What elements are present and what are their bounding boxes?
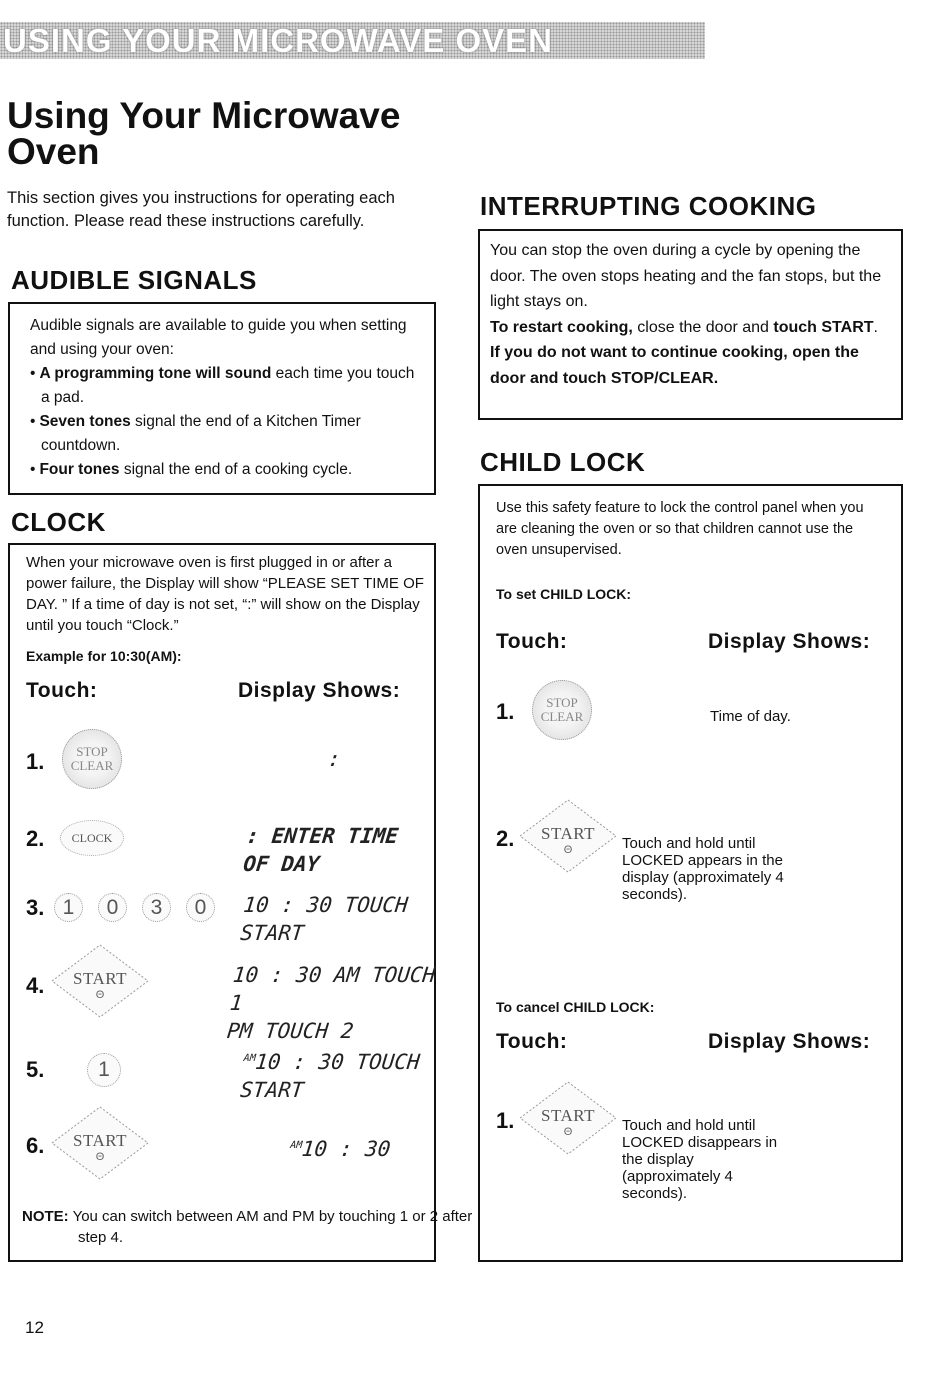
- interrupting-p2: [490, 315, 891, 341]
- clock-step-5-display: [239, 1045, 422, 1104]
- start-pad-label: START: [73, 1131, 127, 1150]
- page-title: Using Your Microwave Oven: [7, 95, 401, 172]
- pad-digit: 1: [98, 1058, 110, 1081]
- clock-text: When your microwave oven is first plugged in or after a power failure, the Display will show “PLEASE SET TIME OF DAY. ” If a time of day is not set, “:” will show on the Display until you touch “Clock.”: [26, 554, 424, 634]
- clock-step-3-number: 3.: [26, 895, 45, 920]
- stop-label: STOP: [76, 744, 108, 759]
- display-line-1: 10 : 30 TOUCH: [254, 1050, 421, 1074]
- start-pad[interactable]: [50, 943, 150, 1019]
- audible-bullet-1: [30, 362, 422, 410]
- page-number: 12: [25, 1318, 44, 1337]
- start-pad-label: START: [541, 1106, 595, 1125]
- childlock-cancel-step-1-display: Touch and hold until LOCKED disappears in the display (approximately 4 seconds).: [622, 1117, 778, 1202]
- lock-icon: Θ: [563, 844, 573, 856]
- childlock-cancel-touch-header: Touch:: [496, 1030, 568, 1053]
- pad-digit: 1: [62, 895, 75, 919]
- am-indicator: AM: [243, 1053, 257, 1064]
- clear-label: CLEAR: [540, 709, 584, 724]
- clock-step-5-number: 5.: [26, 1057, 45, 1082]
- am-indicator: AM: [289, 1140, 303, 1151]
- audible-bullet-3: [30, 458, 422, 482]
- touch-start-bold: touch START: [773, 318, 874, 336]
- childlock-display-header: Display Shows:: [708, 630, 871, 653]
- childlock-heading: CHILD LOCK: [480, 447, 646, 477]
- start-pad[interactable]: [50, 1105, 150, 1181]
- clock-note: [22, 1206, 478, 1248]
- childlock-set-step-2-number: 2.: [496, 826, 515, 851]
- intro-text: This section gives you instructions for operating each function. Please read these instructions carefully.: [7, 189, 395, 230]
- clock-box: [8, 543, 473, 1262]
- clock-step-4-number: 4.: [26, 973, 45, 998]
- bullet-bold: Seven tones: [39, 413, 131, 430]
- childlock-touch-header: Touch:: [496, 630, 568, 653]
- clock-pad[interactable]: [60, 820, 124, 856]
- restart-text: close the door and: [632, 318, 774, 336]
- section-banner: [0, 22, 705, 59]
- note-label: NOTE:: [22, 1208, 69, 1225]
- clock-example: Example for 10:30(AM):: [26, 648, 182, 664]
- start-pad-label: START: [541, 824, 595, 843]
- stop-clear-pad[interactable]: [532, 680, 592, 740]
- bullet-bold: Four tones: [39, 461, 120, 478]
- clock-display-header: Display Shows:: [238, 679, 401, 702]
- start-pad[interactable]: [518, 798, 618, 874]
- childlock-set-label: To set CHILD LOCK:: [496, 586, 632, 602]
- childlock-cancel-label: To cancel CHILD LOCK:: [496, 999, 655, 1015]
- interrupting-p1: You can stop the oven during a cycle by opening the door. The oven stops heating and the fan stops, but the light stays on.: [490, 242, 882, 310]
- start-pad[interactable]: [518, 1080, 618, 1156]
- display-line-1: 10 : 30 AM TOUCH 1: [228, 963, 437, 1015]
- pad-digit: 3: [150, 895, 163, 919]
- audible-lead: Audible signals are available to guide you when setting and using your oven:: [30, 317, 407, 358]
- childlock-set-step-2-display: Touch and hold until LOCKED appears in the display (approximately 4 seconds).: [622, 835, 784, 903]
- bullet-bold: A programming tone will sound: [39, 365, 272, 382]
- clock-step-2-number: 2.: [26, 826, 45, 851]
- clock-step-3-display: 10 : 30 TOUCH START: [239, 893, 410, 945]
- childlock-cancel-step-1-number: 1.: [496, 1108, 515, 1133]
- bullet-text: each time you touch a pad.: [41, 365, 415, 406]
- clock-step-1-number: 1.: [26, 749, 45, 774]
- childlock-intro: Use this safety feature to lock the control panel when you are cleaning the oven or so that children cannot use the oven unsupervised.: [496, 500, 864, 558]
- stop-clear-pad[interactable]: [62, 729, 122, 789]
- audible-box: [8, 302, 436, 495]
- display-line-2: PM TOUCH 2: [225, 1019, 355, 1043]
- clock-step-1-display: :: [326, 747, 342, 771]
- start-pad-label: START: [73, 969, 127, 988]
- pad-digit: 0: [194, 895, 207, 919]
- lock-icon: Θ: [95, 1151, 105, 1163]
- display-line-2: START: [239, 1078, 305, 1102]
- banner-title: USING YOUR MICROWAVE OVEN: [3, 22, 554, 59]
- bullet-text: signal the end of a cooking cycle.: [119, 461, 353, 478]
- audible-heading: AUDIBLE SIGNALS: [11, 265, 257, 295]
- childlock-box: [478, 484, 903, 1262]
- interrupting-p3: If you do not want to continue cooking, open the door and touch STOP/CLEAR.: [490, 344, 859, 387]
- clock-heading: CLOCK: [11, 507, 106, 537]
- bullet-text: signal the end of a Kitchen Timer countdown.: [41, 413, 361, 454]
- clock-step-6-display: [288, 1132, 392, 1163]
- lock-icon: Θ: [563, 1126, 573, 1138]
- childlock-set-step-1-display: Time of day.: [710, 708, 791, 725]
- interrupting-box: [478, 229, 903, 420]
- lock-icon: Θ: [95, 989, 105, 1001]
- clock-step-2-display: : ENTER TIME OF DAY: [242, 824, 400, 876]
- childlock-cancel-display-header: Display Shows:: [708, 1030, 871, 1053]
- number-pad-1[interactable]: [87, 1053, 121, 1087]
- clock-step-6-number: 6.: [26, 1133, 45, 1158]
- number-pad-3[interactable]: [142, 893, 171, 922]
- clock-pad-label: CLOCK: [71, 830, 113, 845]
- audible-bullets: [30, 362, 422, 482]
- childlock-set-step-1-number: 1.: [496, 699, 515, 724]
- stop-label: STOP: [546, 695, 578, 710]
- note-text: You can switch between AM and PM by touching 1 or 2 after step 4.: [68, 1208, 473, 1246]
- audible-bullet-2: [30, 410, 422, 458]
- clock-touch-header: Touch:: [26, 679, 98, 702]
- interrupting-heading: INTERRUPTING COOKING: [480, 191, 817, 221]
- restart-bold: To restart cooking,: [490, 318, 633, 336]
- clear-label: CLEAR: [70, 758, 114, 773]
- restart-end: .: [873, 318, 878, 336]
- number-pad-0[interactable]: [98, 893, 127, 922]
- clock-step-4-display: [226, 961, 439, 1045]
- pad-digit: 0: [106, 895, 119, 919]
- number-pad-1[interactable]: [54, 893, 83, 922]
- display-line-1: 10 : 30: [300, 1137, 392, 1161]
- number-pad-0[interactable]: [186, 893, 215, 922]
